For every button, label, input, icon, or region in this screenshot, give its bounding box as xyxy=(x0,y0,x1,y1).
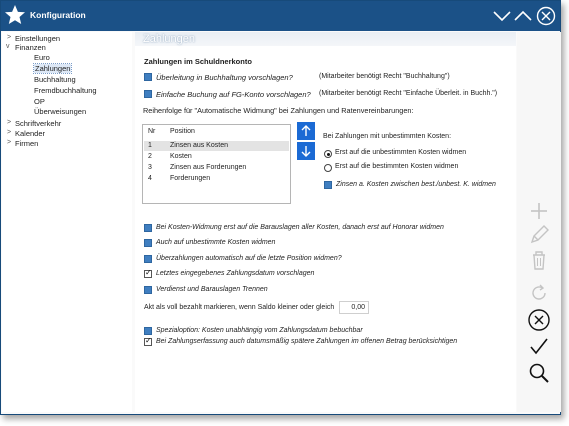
search-icon xyxy=(527,361,551,385)
note-einfache-buchung: (Mitarbeiter benötigt Recht "Einfache Überleit. in Buchh.") xyxy=(319,90,498,97)
checkbox-label: Letztes eingegebenes Zahlungsdatum vorschlagen xyxy=(156,270,315,277)
search-button[interactable] xyxy=(527,361,551,385)
pencil-icon xyxy=(527,223,551,247)
checkbox-box[interactable] xyxy=(144,338,152,346)
checkbox-box[interactable] xyxy=(144,73,152,81)
expand-arrow-icon[interactable]: > xyxy=(7,119,12,126)
move-up-button[interactable] xyxy=(297,122,315,140)
expand-arrow-icon[interactable]: > xyxy=(7,139,12,146)
arrow-up-icon xyxy=(297,122,315,140)
cancel-circle-icon xyxy=(527,308,551,332)
tree-item-euro[interactable]: Euro xyxy=(34,53,50,62)
trash-icon xyxy=(527,248,551,272)
tree-item-einstellungen[interactable]: Einstellungen xyxy=(15,34,61,43)
checkbox-label: Verdienst und Barauslagen Trennen xyxy=(156,286,268,293)
maximize-button[interactable] xyxy=(512,6,534,26)
section-title: Zahlungen im Schuldnerkonto xyxy=(144,57,252,66)
checkbox-label: Überzahlungen automatisch auf die letzte Position widmen? xyxy=(156,255,342,262)
checkbox-box[interactable] xyxy=(144,286,152,294)
close-circle-icon xyxy=(534,6,558,26)
tree-item-buchhaltung[interactable]: Buchhaltung xyxy=(34,75,76,84)
refresh-button[interactable] xyxy=(527,281,551,305)
order-label: Reihenfolge für "Automatische Widmung" bei Zahlungen und Ratenvereinbarungen: xyxy=(143,106,414,115)
column-header-nr: Nr xyxy=(148,128,156,135)
tree-item-fremdbuchhaltung[interactable]: Fremdbuchhaltung xyxy=(34,86,97,95)
tree-item-zahlungen[interactable]: Zahlungen xyxy=(35,64,71,73)
page-title: Zahlungen xyxy=(143,33,195,45)
checkbox-box[interactable] xyxy=(144,327,152,335)
plus-icon xyxy=(527,199,551,223)
radio-dot[interactable] xyxy=(324,164,332,172)
radio-label: Erst auf die bestimmten Kosten widmen xyxy=(335,163,459,170)
list-item[interactable]: 3 Zinsen aus Forderungen xyxy=(148,164,247,171)
move-down-button[interactable] xyxy=(297,142,315,160)
confirm-button[interactable] xyxy=(527,334,551,358)
close-button[interactable] xyxy=(534,6,558,26)
tree-item-op[interactable]: OP xyxy=(34,97,45,106)
checkbox-box[interactable] xyxy=(144,224,152,232)
checkbox-label: Auch auf unbestimmte Kosten widmen xyxy=(156,239,276,246)
checkbox-label: Einfache Buchung auf FG-Konto vorschlagen? xyxy=(156,90,311,99)
unbestimmt-label: Bei Zahlungen mit unbestimmten Kosten: xyxy=(323,133,452,140)
saldo-label: Akt als voll bezahlt markieren, wenn Saldo kleiner oder gleich xyxy=(144,304,335,311)
header-band xyxy=(135,32,516,46)
action-toolbar xyxy=(517,32,561,412)
title-bar xyxy=(1,1,560,31)
window-title: Konfiguration xyxy=(30,10,86,20)
settings-panel xyxy=(135,32,516,412)
tree-item-firmen[interactable]: Firmen xyxy=(15,139,39,148)
add-button[interactable] xyxy=(527,199,551,223)
checkbox-label: Zinsen a. Kosten zwischen best./unbest. K. widmen xyxy=(336,181,496,188)
arrow-down-icon xyxy=(297,142,315,160)
checkmark-icon xyxy=(527,334,551,358)
expand-arrow-icon[interactable]: > xyxy=(7,129,12,136)
chevron-up-icon xyxy=(512,6,534,26)
edit-button[interactable] xyxy=(527,223,551,247)
radio-label: Erst auf die unbestimmten Kosten widmen xyxy=(335,149,467,156)
tree-item-finanzen[interactable]: Finanzen xyxy=(15,43,46,52)
checkbox-box[interactable] xyxy=(324,181,332,189)
list-item[interactable]: 1 Zinsen aus Kosten xyxy=(144,141,289,151)
cancel-button[interactable] xyxy=(527,308,551,332)
list-item[interactable]: 4 Forderungen xyxy=(148,175,211,182)
list-item[interactable]: 2 Kosten xyxy=(148,153,192,160)
star-logo-icon xyxy=(3,3,27,27)
tree-item-schriftverkehr[interactable]: Schriftverkehr xyxy=(15,119,62,128)
expand-arrow-icon[interactable]: > xyxy=(7,34,12,41)
saldo-input[interactable]: 0,00 xyxy=(339,301,369,314)
checkbox-box[interactable] xyxy=(144,270,152,278)
collapse-arrow-icon[interactable]: v xyxy=(6,43,10,50)
checkbox-box[interactable] xyxy=(144,90,152,98)
tree-item-kalender[interactable]: Kalender xyxy=(15,129,46,138)
tree-item-ueberweisungen[interactable]: Überweisungen xyxy=(34,107,87,116)
note-ueberleitung: (Mitarbeiter benötigt Recht "Buchhaltung") xyxy=(319,73,450,80)
chevron-down-icon xyxy=(491,6,513,26)
checkbox-label: Spezialoption: Kosten unabhängig vom Zahlungsdatum bebuchbar xyxy=(156,327,363,334)
checkbox-box[interactable] xyxy=(144,255,152,263)
refresh-icon xyxy=(527,281,551,305)
checkbox-label: Überleitung in Buchhaltung vorschlagen? xyxy=(156,73,293,82)
checkbox-label: Bei Kosten-Widmung erst auf die Barauslagen aller Kosten, danach erst auf Honorar widmen xyxy=(156,224,444,231)
delete-button[interactable] xyxy=(527,248,551,272)
minimize-button[interactable] xyxy=(491,6,513,26)
navigation-tree xyxy=(2,32,132,412)
radio-dot[interactable] xyxy=(324,150,332,158)
checkbox-label: Bei Zahlungserfassung auch datumsmäßig spätere Zahlungen im offenen Betrag berücksichtigen xyxy=(156,338,458,345)
column-header-position: Position xyxy=(170,128,195,135)
checkbox-box[interactable] xyxy=(144,239,152,247)
order-listbox[interactable] xyxy=(142,124,291,204)
